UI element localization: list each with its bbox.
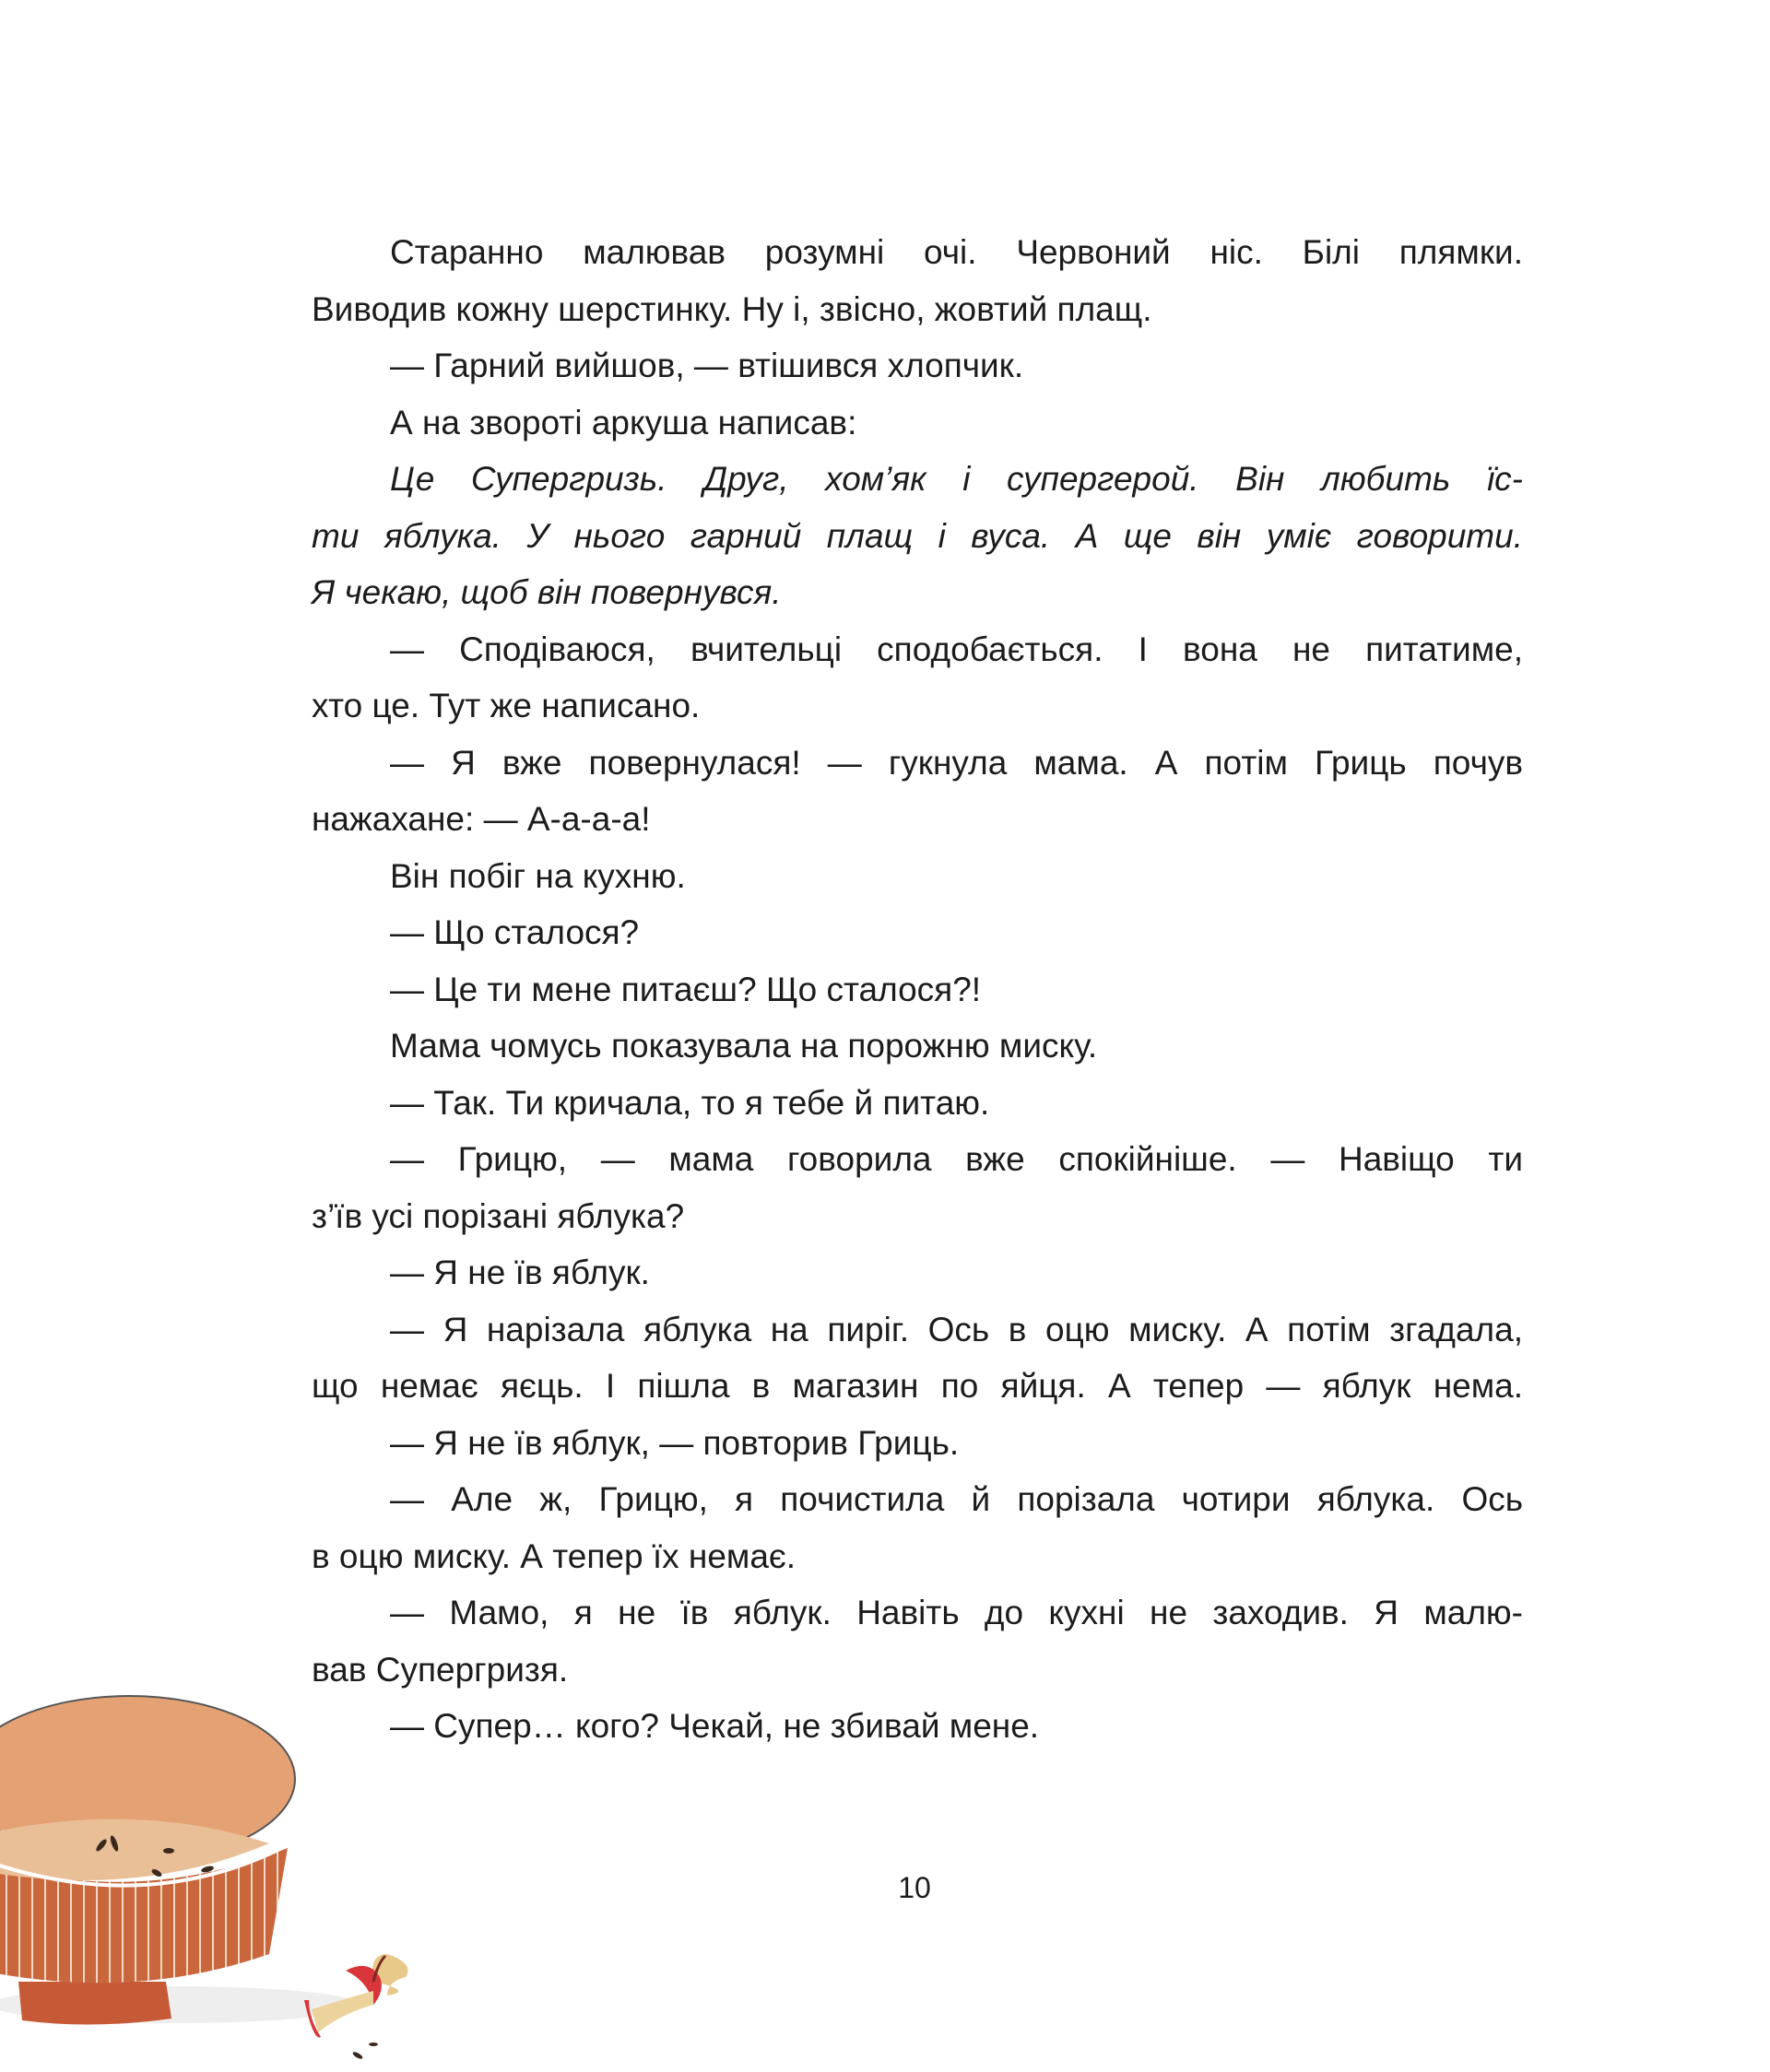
text-line: — Грицю, — мама говорила вже спокійніше. — Навіщо ти xyxy=(390,1140,1523,1178)
text-line: — Але ж, Грицю, я почистила й порізала чотири яблука. Ось xyxy=(390,1480,1523,1518)
text-line: Мама чомусь показувала на порожню миску. xyxy=(390,1027,1098,1065)
text-line: Він побіг на кухню. xyxy=(390,856,686,895)
text-line: — Так. Ти кричала, то я тебе й питаю. xyxy=(390,1083,990,1122)
text-line: — Сподіваюся, вчительці сподобається. І вона не питатиме, xyxy=(390,630,1523,668)
text-line: з’їв усі порізані яблука? xyxy=(312,1196,685,1235)
text-line: — Я нарізала яблука на пиріг. Ось в оцю миску. А потім згадала, xyxy=(390,1310,1523,1348)
text-line: нажахане: — А-а-а-а! xyxy=(312,800,651,838)
italic-text-line: Я чекаю, щоб він повернувся. xyxy=(312,573,782,611)
text-line: в оцю миску. А тепер їх немає. xyxy=(312,1536,796,1575)
text-line: — Супер… кого? Чекай, не збивай мене. xyxy=(390,1707,1040,1745)
bowl-foot xyxy=(18,1982,171,2025)
text-line: вав Супергризя. xyxy=(312,1650,569,1689)
text-line: що немає яєць. І пішла в магазин по яйця. А тепер — яблук нема. xyxy=(312,1367,1523,1405)
text-line: — Гарний вийшов, — втішився хлопчик. xyxy=(390,347,1024,384)
text-line: — Я не їв яблук, — повторив Гриць. xyxy=(390,1423,960,1462)
text-line: А на звороті аркуша написав: xyxy=(390,403,857,441)
text-line: — Що сталося? xyxy=(390,913,640,951)
text-line: Виводив кожну шерстинку. Ну і, звісно, жовтий плащ. xyxy=(312,289,1152,328)
italic-text-line: Це Супергризь. Друг, хом’як і супергерой. Він любить їс- xyxy=(390,460,1523,498)
italic-text-line: ти яблука. У нього гарний плащ і вуса. А ще він уміє говорити. xyxy=(312,516,1523,555)
body-text xyxy=(312,224,1523,1755)
page-number: 10 xyxy=(898,1871,931,1904)
text-line: — Я не їв яблук. xyxy=(390,1254,650,1291)
text-line: — Це ти мене питаєш? Що сталося?! xyxy=(390,970,982,1008)
text-line: — Мамо, я не їв яблук. Навіть до кухні не заходив. Я малю- xyxy=(390,1594,1523,1631)
text-line: Старанно малював розумні очі. Червоний ніс. Білі плямки. xyxy=(390,233,1523,271)
text-line: хто це. Тут же написано. xyxy=(312,687,701,724)
text-line: — Я вже повернулася! — гукнула мама. А потім Гриць почув xyxy=(390,743,1523,782)
